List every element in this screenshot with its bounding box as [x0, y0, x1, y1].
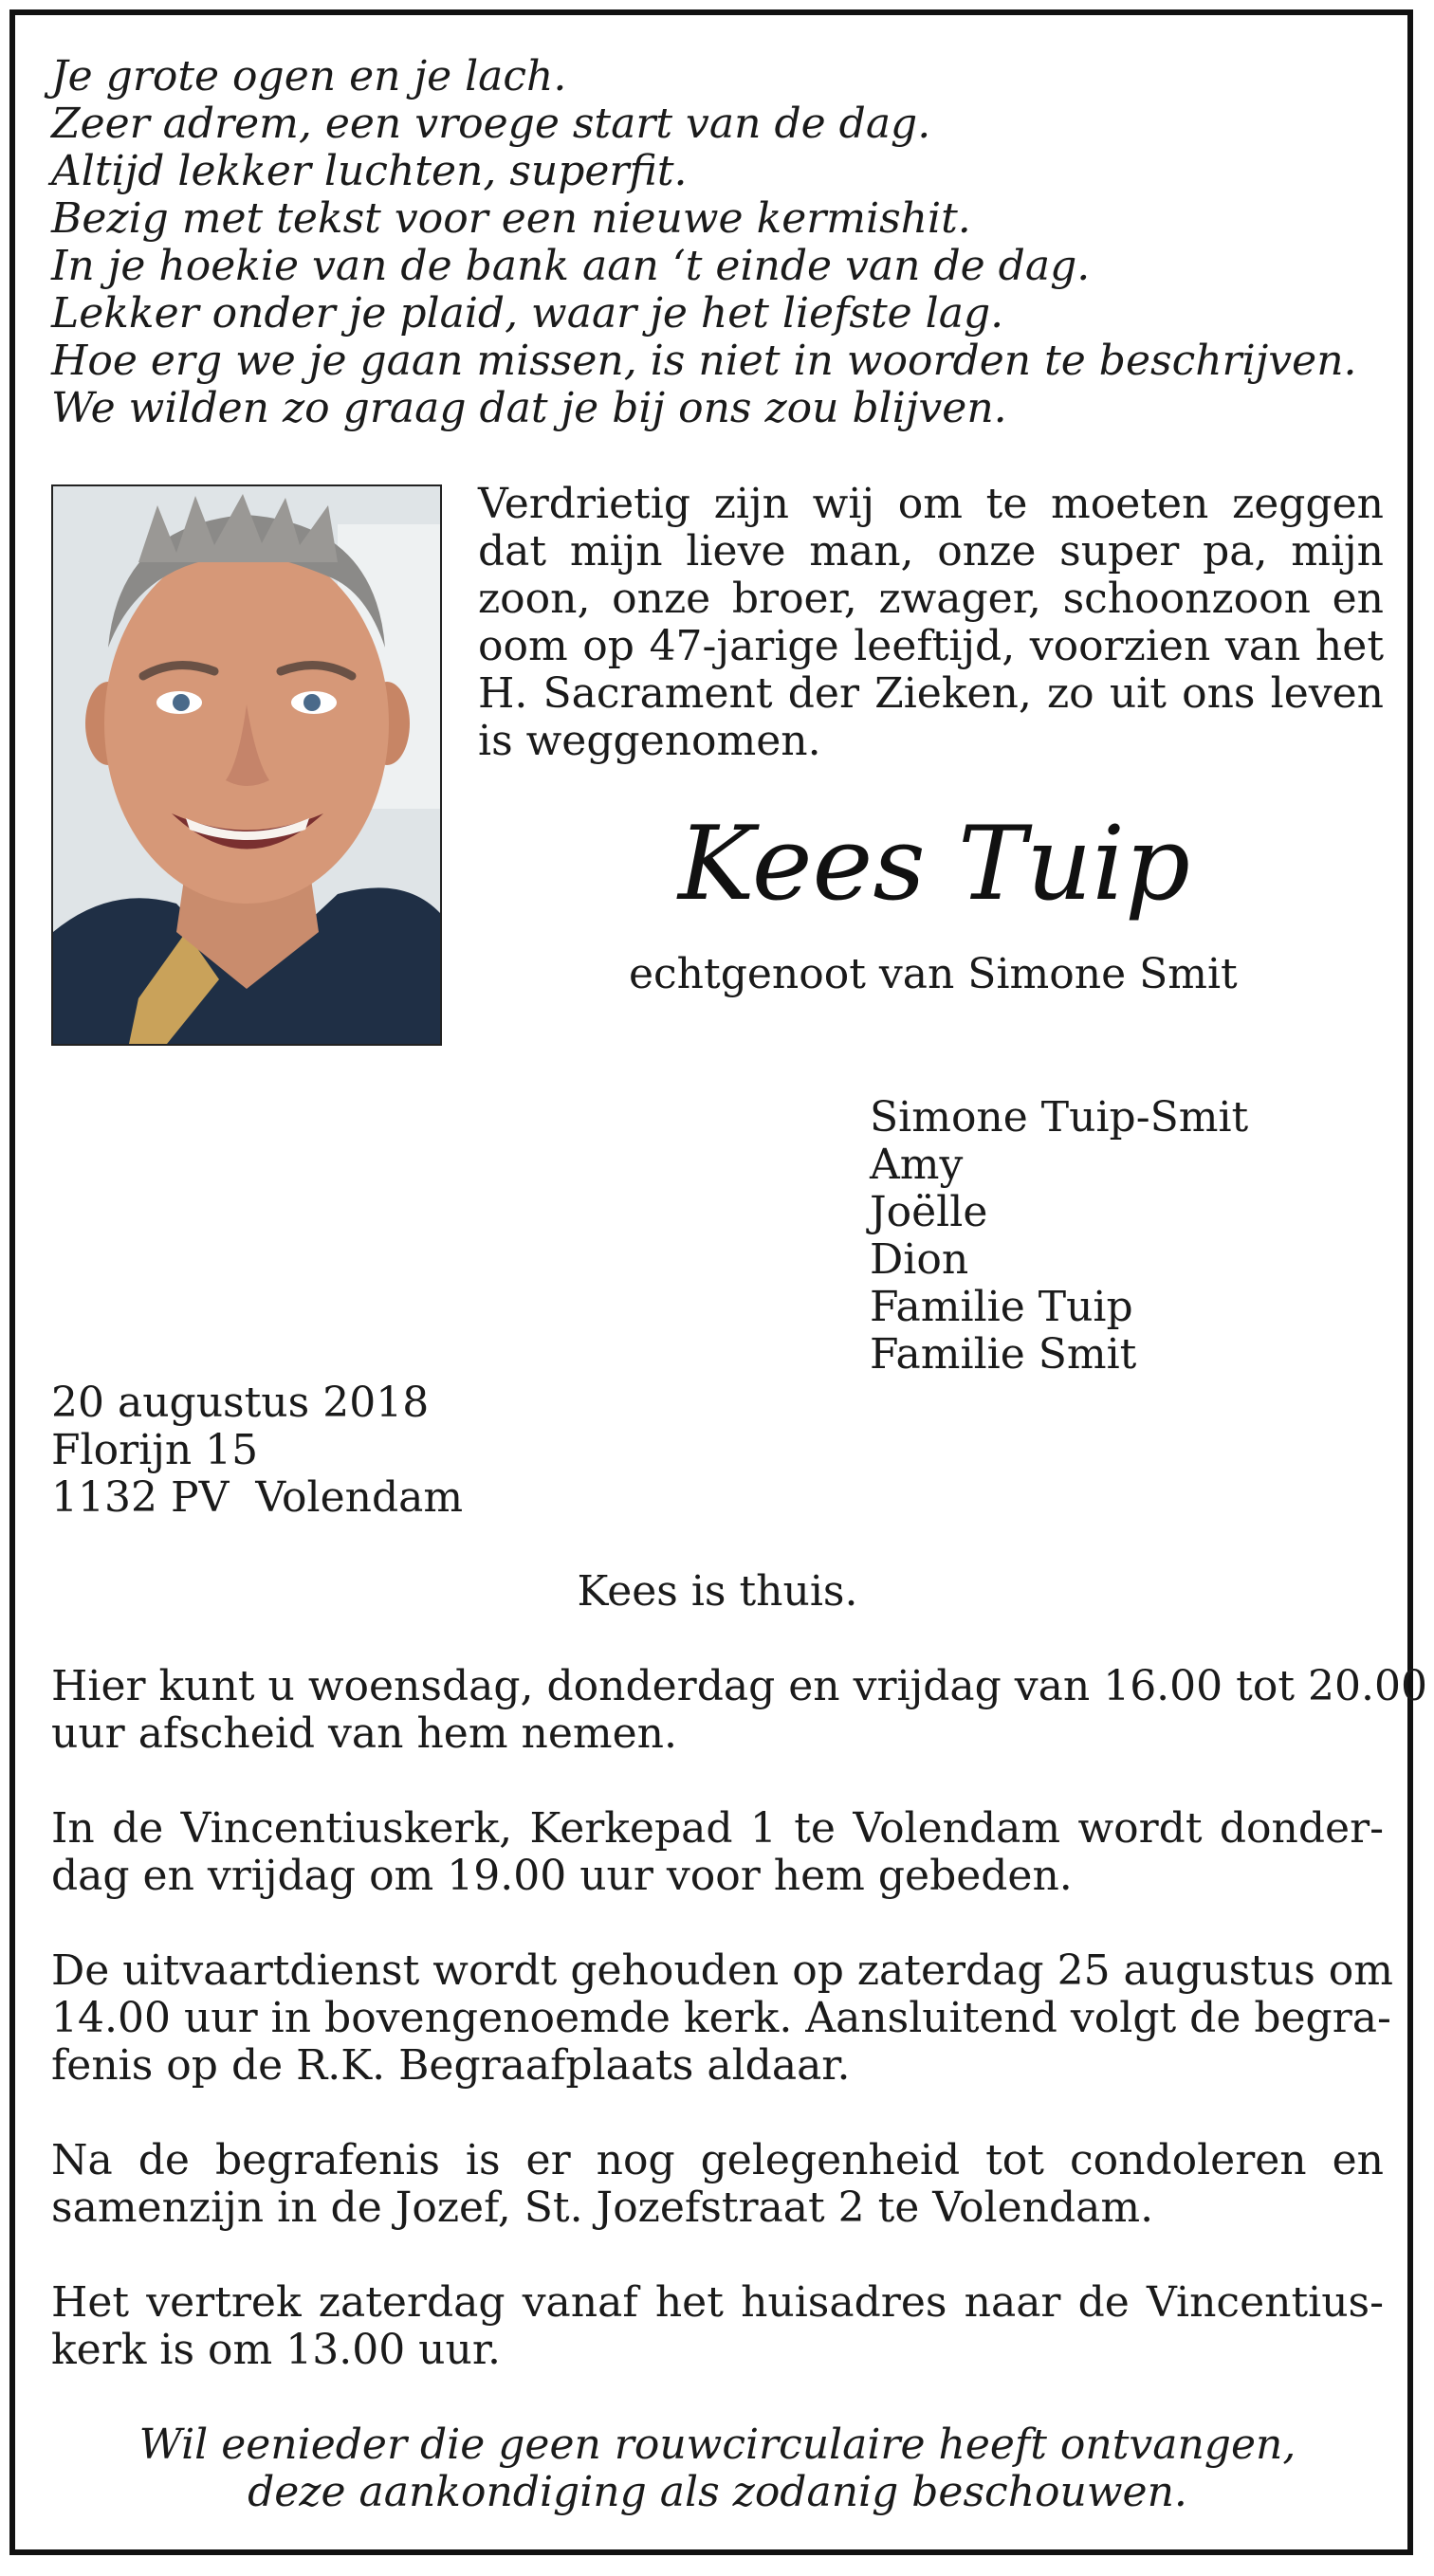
spouse-line: echtgenoot van Simone Smit: [629, 950, 1238, 998]
paragraph-line: 14.00 uur in bovengenoemde kerk. Aansluitend volgt de begra-: [51, 1994, 1391, 2042]
family-member: Familie Tuip: [870, 1283, 1133, 1331]
poem-line: Lekker onder je plaid, waar je het liefste lag.: [51, 289, 1004, 338]
paragraph-line: dag en vrijdag om 19.00 uur voor hem gebeden.: [51, 1852, 1073, 1900]
paragraph-funeral: [51, 1946, 1394, 2090]
city-line: 1132 PV Volendam: [51, 1473, 464, 1522]
paragraph-line: De uitvaartdienst wordt gehouden op zaterdag 25 augustus om: [51, 1946, 1394, 1995]
poem-line: Je grote ogen en je lach.: [51, 52, 567, 100]
street-line: Florijn 15: [51, 1426, 259, 1474]
poem-line: Hoe erg we je gaan missen, is niet in woorden te beschrijven.: [51, 337, 1357, 385]
closing-line: deze aankondiging als zodanig beschouwen.: [248, 2468, 1187, 2516]
family-member: Dion: [870, 1235, 969, 1284]
announcement-line: is weggenomen.: [478, 717, 821, 765]
paragraph-line: In de Vincentiuskerk, Kerkepad 1 te Volendam wordt donder-: [51, 1804, 1384, 1853]
announcement-line: zoon, onze broer, zwager, schoonzoon en: [478, 575, 1384, 623]
family-member: Amy: [870, 1141, 964, 1189]
paragraph-line: Het vertrek zaterdag vanaf het huisadres naar de Vincentius-: [51, 2278, 1384, 2327]
portrait-photo: [51, 484, 442, 1046]
family-member: Simone Tuip-Smit: [870, 1093, 1249, 1142]
announcement-line: Verdrietig zijn wij om te moeten zeggen: [478, 480, 1384, 528]
paragraph-departure: [51, 2279, 1384, 2374]
poem-line: In je hoekie van de bank aan ‘t einde van de dag.: [51, 242, 1091, 290]
at-home-line: Kees is thuis.: [577, 1567, 858, 1616]
deceased-name-script: [664, 796, 1204, 939]
poem-line: Altijd lekker luchten, superfit.: [51, 147, 688, 195]
date-line: 20 augustus 2018: [51, 1379, 430, 1427]
paragraph-line: uur afscheid van hem nemen.: [51, 1709, 677, 1758]
paragraph-line: fenis op de R.K. Begraafplaats aldaar.: [51, 2041, 851, 2090]
paragraph-prayer: [51, 1805, 1384, 1900]
paragraph-visitation: [51, 1662, 1427, 1758]
closing-line: Wil eenieder die geen rouwcirculaire heeft ontvangen,: [138, 2421, 1296, 2469]
poem-line: We wilden zo graag dat je bij ons zou blijven.: [51, 384, 1007, 432]
announcement-line: oom op 47-jarige leeftijd, voorzien van het: [478, 622, 1384, 670]
deceased-name: Kees Tuip: [676, 805, 1190, 923]
paragraph-line: samenzijn in de Jozef, St. Jozefstraat 2 te Volendam.: [51, 2183, 1154, 2232]
announcement-text: [478, 481, 1384, 765]
paragraph-line: Na de begrafenis is er nog gelegenheid tot condoleren en: [51, 2136, 1384, 2184]
announcement-line: H. Sacrament der Zieken, zo uit ons leven: [478, 669, 1384, 718]
address-block: [51, 1379, 463, 1522]
portrait-illustration: [53, 486, 440, 1044]
announcement-line: dat mijn lieve man, onze super pa, mijn: [478, 527, 1384, 575]
family-member: Familie Smit: [870, 1330, 1137, 1379]
closing-note: [51, 2421, 1384, 2516]
family-list: [870, 1094, 1248, 1379]
family-member: Joëlle: [870, 1188, 988, 1236]
paragraph-line: kerk is om 13.00 uur.: [51, 2326, 502, 2374]
poem-line: Zeer adrem, een vroege start van de dag.: [51, 100, 931, 148]
poem-line: Bezig met tekst voor een nieuwe kermishit.: [51, 194, 971, 243]
paragraph-line: Hier kunt u woensdag, donderdag en vrijdag van 16.00 tot 20.00: [51, 1662, 1427, 1710]
poem: [51, 53, 1357, 432]
paragraph-condolences: [51, 2137, 1384, 2232]
